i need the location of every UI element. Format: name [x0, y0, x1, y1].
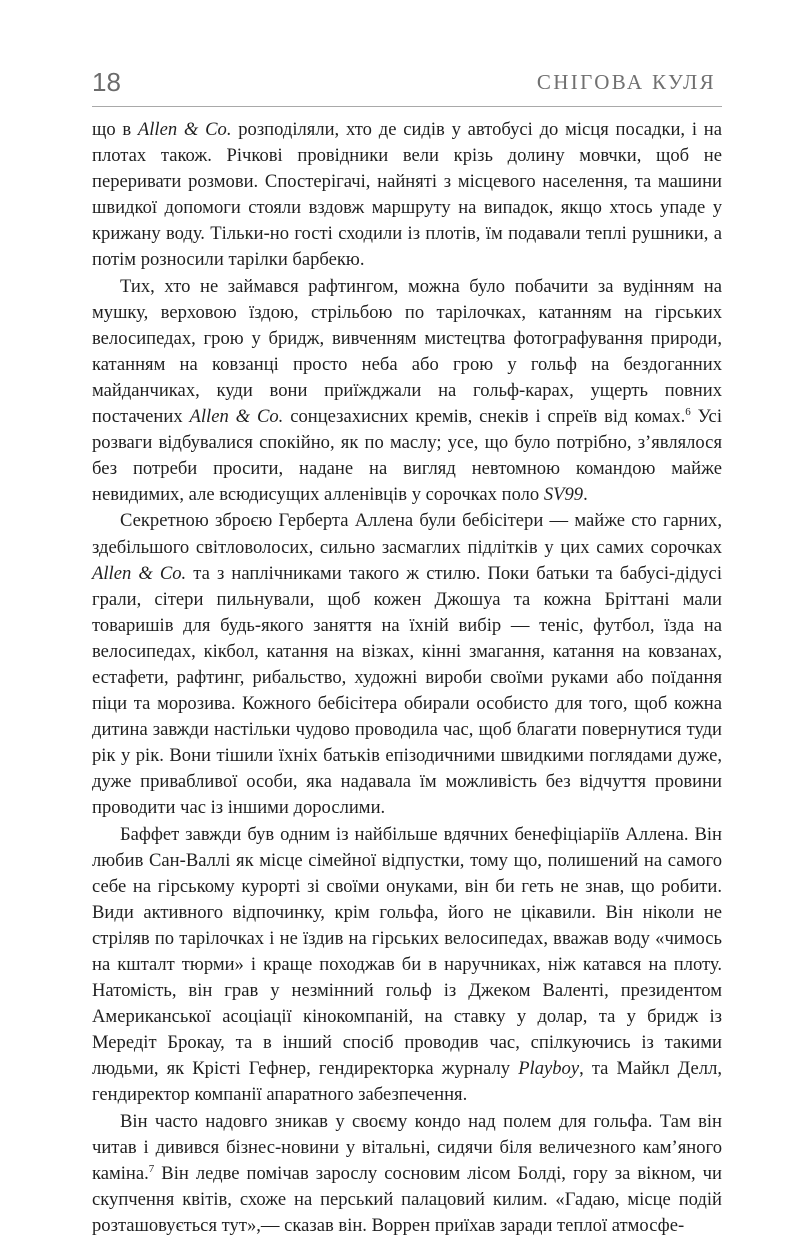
paragraph-2: Тих, хто не займався рафтингом, можна було побачити за вудінням на мушку, верховою їздою, стрільбою по тарілочках, катанням на гірських велосипедах, грою у бридж, вивченням мистецтва фотографування природи, катанням на ковзанці просто неба або грою у гольф на бездоганних майданчиках, куди вони приїжджали на гольф-карах, ущерть повних постачених Allen & Co. сонцезахисних кремів, снеків і спреїв від комах.$^6$ Усі розваги відбувалися спокійно, як по маслу; усе, що було потрібно, з’являлося без потреби просити, надане на вигляд невтомною командою майже невидимих, але всюдисущих алленівців у сорочках поло SV99.: [92, 275, 722, 506]
shirt-brand: SV99: [543, 484, 584, 506]
paragraph-1: що в Allen & Co. розподіляли, хто де сидів у автобусі до місця посадки, і на плотах також. Річкові провідники вели крізь долину мовчки, щоб не переривати розмови. Спостерігачі, найняті з місцевого населення, та машини швидкої допомоги стояли вздовж маршруту на випадок, якщо хтось упаде у крижану воду. Тільки-но гості сходили із плотів, їм подавали теплі рушники, а потім розносили тарілки барбекю.: [92, 119, 722, 271]
company-name: Allen & Co.: [92, 562, 187, 584]
running-header: [92, 66, 722, 107]
company-name: Allen & Co.: [137, 119, 232, 140]
paragraph-3: Секретною зброєю Герберта Аллена були бебісітери — майже сто гарних, здебільшого світловолосих, сильно засмаглих підлітків у цих самих сорочках Allen & Co. та з наплічниками такого ж стилю. Поки батьки та бабусі-дідусі грали, сітери пильнували, щоб кожен Джошуа та кожна Бріттані мали товаришів для будь-якого заняття на їхній вибір — теніс, футбол, їзда на велосипедах, кікбол, катання на візках, кінні змагання, катання на ковзанах, естафети, рафтинг, рибальство, художні вироби своїми руками або поїдання піци та морозива. Кожного бебісітера обирали особисто для того, щоб кожна дитина завжди настільки чудово проводила час, щоб благати повернутися туди рік у рік. Вони тішили їхніх батьків епізодичними швидкими поглядами дуже, дуже привабливої особи, яка надавала їм можливість без відчуття провини проводити час із іншими дорослими.: [92, 510, 722, 819]
paragraph-4: Баффет завжди був одним із найбільше вдячних бенефіціаріїв Аллена. Він любив Сан-Валлі як місце сімейної відпустки, тому що, полишений на самого себе на гірському курорті зі своїми онуками, він би геть не знав, що робити. Види активного відпочинку, крім гольфа, його не цікавили. Він ніколи не стріляв по тарілочках і не їздив на гірських велосипедах, вважав воду «чимось на кшталт тюрми» і краще походжав би в наручниках, ніж катався на плоту. Натомість, він грав у незмінний гольф із Джеком Валенті, президентом Американської асоціації кінокомпаній, на ставку у долар, та у бридж із Мередіт Брокау, та в інший спосіб проводив час, спілкуючись із такими людьми, як Крісті Гефнер, гендиректорка журналу Playboy, та Майкл Делл, гендиректор компанії апаратного забезпечення.: [92, 823, 723, 1106]
footnote-ref-7[interactable]: 7: [148, 1162, 155, 1175]
body-text: [92, 117, 722, 1239]
page-number: 18: [92, 67, 121, 97]
paragraph-5: Він часто надовго зникав у своєму кондо над полем для гольфа. Там він читав і дивився бізнес-новини у вітальні, сидячи біля величезного кам’яного каміна.$^7$ Він ледве помічав зарослу сосновим лісом Болді, гору за вікном, чи скупчення квітів, схоже на перський палацовий килим. «Гадаю, місце подій розташовується тут»,— сказав він. Воррен приїхав заради теплої атмосфе-: [92, 1110, 722, 1236]
magazine-name: Playboy: [518, 1058, 580, 1080]
running-title: СНІГОВА КУЛЯ: [536, 70, 716, 94]
company-name: Allen & Co.: [189, 406, 284, 428]
footnote-ref-6[interactable]: 6: [685, 406, 691, 419]
